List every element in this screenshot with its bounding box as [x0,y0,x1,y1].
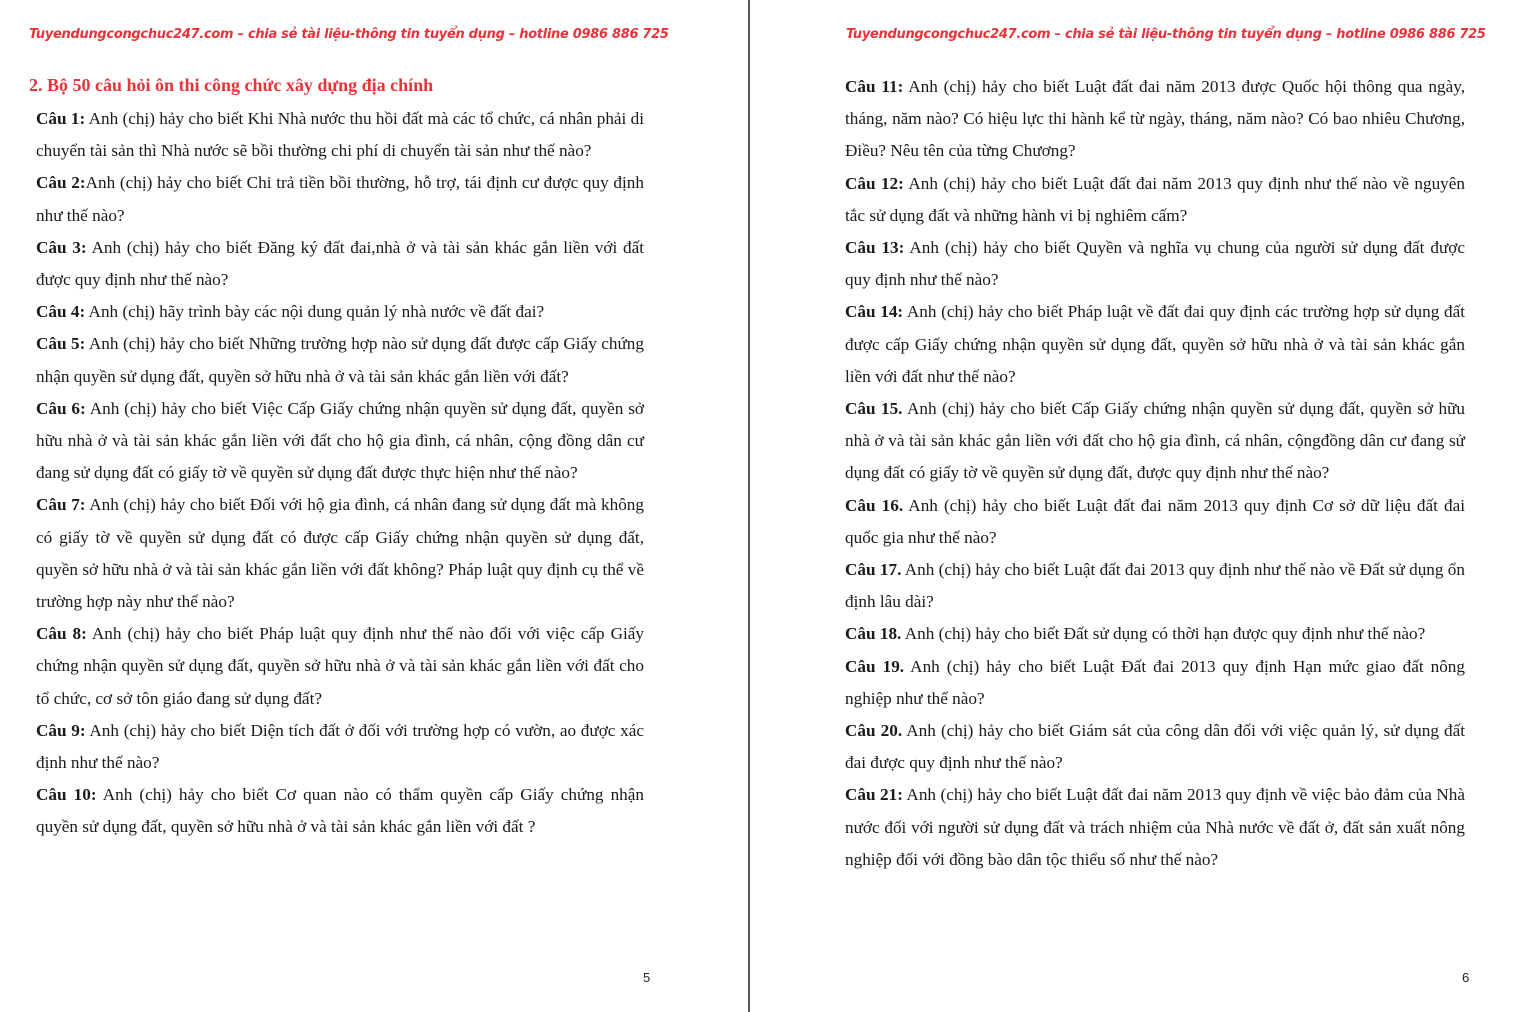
question-item [845,296,1465,393]
question-item [36,618,644,715]
question-text: Anh (chị) hảy cho biết Pháp luật về đất đai quy định các trường hợp sử dụng đất được cấp Giấy chứng nhận quyền sử dụng đất, quyền sở hữu nhà ở và tài sản khác gắn liền với đất như thế nào? [845,302,1465,386]
question-text: Anh (chị) hảy cho biết Diện tích đất ở đối với trường hợp có vườn, ao được xác định như thế nào? [36,720,644,773]
page-6 [751,0,1532,1012]
question-item [36,715,644,779]
question-text: Anh (chị) hảy cho biết Khi Nhà nước thu hồi đất mà các tổ chức, cá nhân phải di chuyển tài sản thì Nhà nước sẽ bồi thường chi phí di chuyển tài sản như thế nào? [36,109,644,161]
question-text: Anh (chị) hãy trình bày các nội dung quản lý nhà nước về đất đai? [85,302,545,322]
question-label: Câu 12: [845,173,904,193]
question-item [845,232,1465,296]
question-item [36,393,644,490]
question-item [36,328,644,392]
question-label: Câu 20. [845,721,903,741]
question-item [36,167,644,231]
question-label: Câu 10: [36,785,97,805]
question-list [845,71,1465,876]
page-divider [748,0,750,1012]
question-item [36,489,644,618]
question-label: Câu 11: [845,77,904,96]
question-item [845,71,1465,168]
question-label: Câu 14: [845,302,904,322]
page-header: Tuyendungcongchuc247.com – chia sẻ tài liệu-thông tin tuyển dụng – hotline 0986 886 725 [846,27,1486,42]
question-label: Câu 3: [36,237,87,257]
section-title: 2. Bộ 50 câu hỏi ôn thi công chức xây dựng địa chính [29,75,434,95]
page-header: Tuyendungcongchuc247.com – chia sẻ tài liệu-thông tin tuyển dụng – hotline 0986 886 725 [29,27,669,42]
question-text: Anh (chị) hảy cho biết Giám sát của công dân đối với việc quản lý, sử dụng đất đai được quy định như thế nào? [845,721,1465,773]
question-label: Câu 9: [36,720,86,740]
question-item [36,232,644,296]
question-item [36,779,644,843]
question-text: Anh (chị) hảy cho biết Luật đất đai năm 2013 quy định như thế nào về nguyên tắc sử dụng đất và những hành vi bị nghiêm cấm? [845,173,1465,225]
question-item [36,103,644,167]
question-text: Anh (chị) hảy cho biết Luật đất đai năm 2013 quy định Cơ sở dữ liệu đất đai quốc gia như thế nào? [845,495,1465,547]
page-number: 6 [1462,970,1470,985]
question-text: Anh (chị) hảy cho biết Đối với hộ gia đình, cá nhân đang sử dụng đất mà không có giấy tờ về quyền sử dụng đất có được cấp Giấy chứng nhận quyền sử dụng đất, quyền sở hữu nhà ở và tài sản khác gắn liền với đất không? Pháp luật quy định cụ thể về trường hợp này như thế nào? [36,495,644,612]
question-item [845,554,1465,618]
question-item [845,618,1465,650]
question-label: Câu 7: [36,495,86,515]
page-5 [0,0,748,1012]
question-label: Câu 2: [36,173,86,193]
question-label: Câu 13: [845,238,905,258]
question-label: Câu 6: [36,398,86,418]
question-text: Anh (chị) hảy cho biết Việc Cấp Giấy chứng nhận quyền sử dụng đất, quyền sở hữu nhà ở và tài sản khác gắn liền với đất cho hộ gia đình, cá nhân, cộng đồng dân cư đang sử dụng đất có giấy tờ về quyền sử dụng đất được thực hiện như thế nào? [36,398,644,483]
question-label: Câu 21: [845,785,903,805]
question-label: Câu 18. [845,624,902,644]
question-item [845,168,1465,232]
question-label: Câu 19. [845,656,905,676]
question-text: Anh (chị) hảy cho biết Đất sử dụng có thời hạn được quy định như thế nào? [901,624,1426,644]
question-list [36,103,644,844]
question-item [845,393,1465,490]
question-item [845,715,1465,779]
question-item [845,651,1465,715]
question-label: Câu 17. [845,560,902,580]
question-label: Câu 5: [36,334,86,354]
question-label: Câu 8: [36,624,87,644]
question-label: Câu 16. [845,495,904,515]
question-text: Anh (chị) hảy cho biết Pháp luật quy định như thế nào đối với việc cấp Giấy chứng nhận quyền sử dụng đất, quyền sở hữu nhà ở và tài sản khác gắn liền với đất cho tổ chức, cơ sở tôn giáo đang sử dụng đất? [36,624,644,708]
question-text: Anh (chị) hảy cho biết Luật đất đai năm 2013 quy định về việc bảo đảm của Nhà nước đối với người sử dụng đất và trách nhiệm của Nhà nước về đất ở, đất sản xuất nông nghiệp đối với đồng bào dân tộc thiểu số như thế nào? [845,785,1465,869]
question-text: Anh (chị) hảy cho biết Đăng ký đất đai,nhà ở và tài sản khác gắn liền với đất được quy định như thế nào? [36,237,644,290]
question-text: Anh (chị) hảy cho biết Những trường hợp nào sử dụng đất được cấp Giấy chứng nhận quyền sử dụng đất, quyền sở hữu nhà ở và tài sản khác gắn liền với đất? [36,334,644,386]
question-text: Anh (chị) hảy cho biết Cấp Giấy chứng nhận quyền sử dụng đất, quyền sở hữu nhà ở và tài sản khác gắn liền với đất cho hộ gia đình, cá nhân, cộngđồng dân cư đang sử dụng đất có giấy tờ về quyền sử dụng đất, được quy định như thế nào? [845,399,1465,483]
page-number: 5 [643,970,651,985]
question-text: Anh (chị) hảy cho biết Luật Đất đai 2013 quy định Hạn mức giao đất nông nghiệp như thế nào? [845,656,1465,708]
question-text: Anh (chị) hảy cho biết Cơ quan nào có thẩm quyền cấp Giấy chứng nhận quyền sử dụng đất, quyền sở hữu nhà ở và tài sản khác gắn liền với đất ? [36,785,644,837]
question-item [845,779,1465,876]
question-label: Câu 1: [36,109,86,128]
question-item [845,490,1465,554]
question-text: Anh (chị) hảy cho biết Chi trả tiền bồi thường, hỗ trợ, tái định cư được quy định như thế nào? [36,173,644,225]
question-label: Câu 15. [845,399,903,419]
question-label: Câu 4: [36,302,86,322]
question-item [36,296,644,328]
question-text: Anh (chị) hảy cho biết Luật đất đai năm 2013 được Quốc hội thông qua ngày, tháng, năm nào? Có hiệu lực thi hành kể từ ngày, tháng, năm nào? Có bao nhiêu Chương, Điều? Nêu tên của từng Chương? [845,77,1465,161]
question-text: Anh (chị) hảy cho biết Luật đất đai 2013 quy định như thế nào về Đất sử dụng ổn định lâu dài? [845,560,1465,612]
question-text: Anh (chị) hảy cho biết Quyền và nghĩa vụ chung của người sử dụng đất được quy định như thế nào? [845,238,1465,290]
